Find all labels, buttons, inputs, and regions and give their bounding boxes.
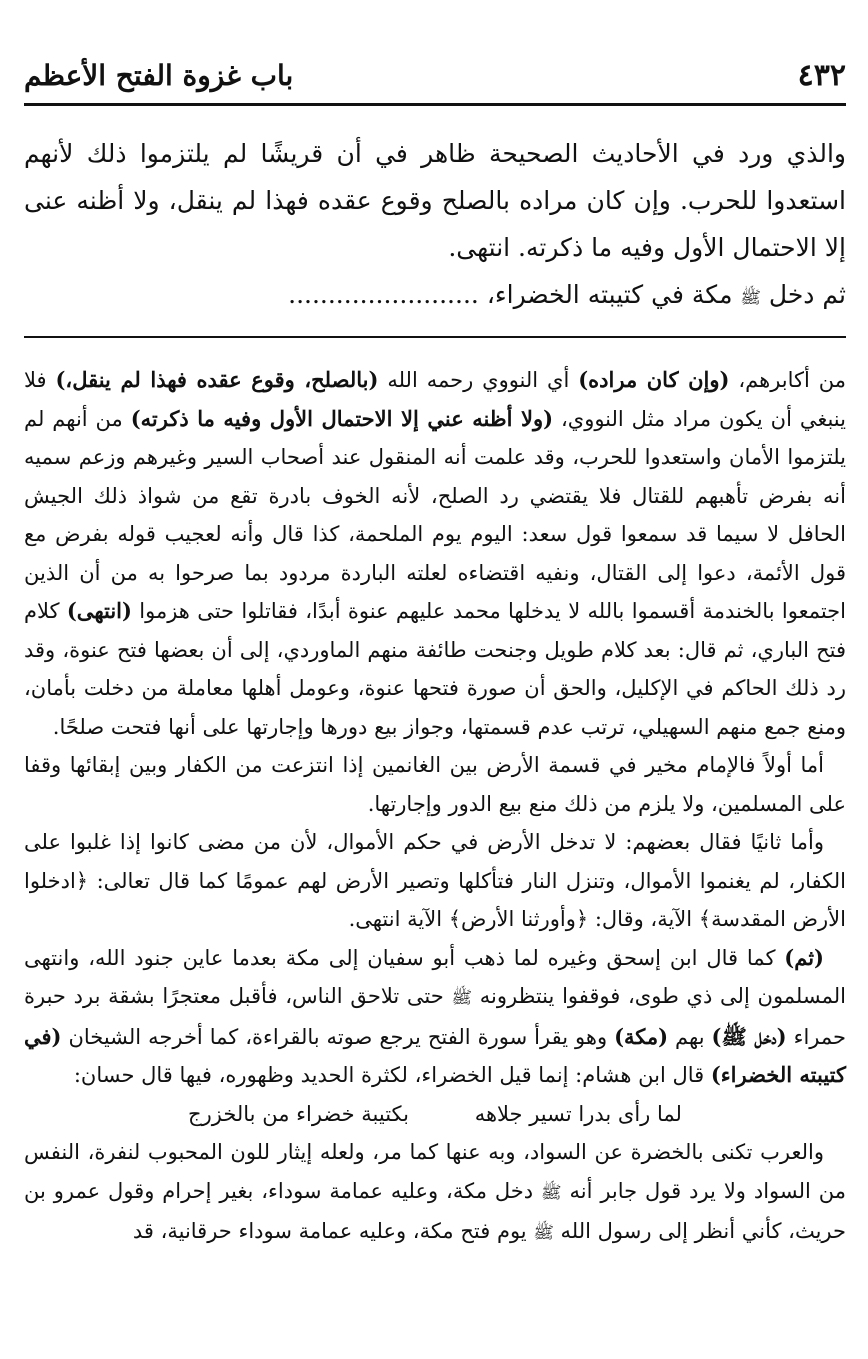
- commentary-paragraph-5: [24, 1133, 846, 1253]
- commentary-text: من أنهم لم يلتزموا الأمان واستعدوا للحرب، وقد علمت أنه المنقول عند أصحاب السير وغيرهم وزعم سميه أنه بفرض تأهبهم للقتال فلا يقتضي رد الصلح، لأنه الخوف بادرة تقع من شواذ ذلك الجيش الحافل لا سيما قد سمعوا قول سعد: اليوم يوم الملحمة، كذا قال وأنه لعجيب قوله بفرض مع قول الأئمة، دعوا إلى القتال، ونفيه اقتضاءه لعلته الباردة مردود بما صرحوا به من أن الذين اجتمعوا بالخندمة أقسموا بالله لا يدخلها محمد عليهم عنوة أبدًا، فقاتلوا حتى هزموا: [24, 406, 846, 623]
- running-header: [24, 56, 846, 100]
- main-text-segment: مكة في كتيبته الخضراء،: [486, 280, 733, 309]
- quoted-text: (مكة): [614, 1023, 669, 1049]
- commentary-paragraph-3: وأما ثانيًا فقال بعضهم: لا تدخل الأرض في حكم الأموال، لأن من مضى كانوا إذا غلبوا على الكفار، لم يغنموا الأموال، وتنزل النار فتأكلها وتصير الأرض لهم عمومًا كما قال تعالى: ﴿ادخلوا الأرض المقدسة﴾ الآية، وقال: ﴿وأورثنا الأرض﴾ الآية انتهى.: [24, 830, 846, 931]
- commentary-text: أي النووي رحمه الله: [378, 368, 579, 392]
- salawat-ligature: ﷺ: [451, 988, 473, 1008]
- commentary-text: والعرب تكنى بالخضرة عن السواد، وبه عنها كما مر، ولعله إيثار للون المحبوب لنفرة، النفس من السواد ولا يرد قول جابر أنه: [24, 1140, 846, 1203]
- quoted-text: (ثم): [784, 944, 824, 970]
- salawat-ligature: ﷺ: [541, 1182, 562, 1203]
- commentary: [24, 361, 846, 1253]
- main-text-last-line: [24, 271, 846, 322]
- verse-second-hemistich: بكتيبة خضراء من بالخزرج: [188, 1101, 409, 1126]
- quoted-text: (انتهى): [66, 598, 132, 623]
- page-number: ٤٣٢: [797, 58, 846, 93]
- salawat-ligature: ﷺ: [740, 288, 761, 308]
- dotted-leader: ........................: [288, 280, 479, 309]
- salawat-ligature: ﷺ: [533, 1223, 554, 1243]
- quoted-text: (في كتيبته الخضراء): [24, 1023, 846, 1087]
- commentary-paragraph-4: [24, 939, 846, 1095]
- commentary-text: قال ابن هشام: إنما قيل الخضراء، لكثرة الحديد وظهوره، فيها قال حسان:: [73, 1063, 711, 1087]
- quoted-text: (ولا أظنه عني إلا الاحتمال الأول وفيه ما ذكرته): [130, 405, 554, 431]
- main-text-paragraph: والذي ورد في الأحاديث الصحيحة ظاهر في أن قريشًا لم يلتزموا ذلك لأنهم استعدوا للحرب. وإن كان مراده بالصلح وقوع عقده فهذا لم ينقل، ولا أظنه عنى إلا الاحتمال الأول وفيه ما ذكرته. انتهى.: [24, 139, 846, 262]
- main-text: [24, 130, 846, 322]
- quoted-text: (وإن كان مراده): [578, 367, 730, 392]
- poetry-verse: [24, 1095, 846, 1134]
- verse-first-hemistich: لما رأى بدرا تسير جلاهه: [474, 1101, 682, 1126]
- commentary-paragraph-2: أما أولاً فالإمام مخير في قسمة الأرض بين الغانمين إذا انتزعت من الكفار وبين إبقائها وقفا على المسلمين، ولا يلزم من ذلك منع بيع الدور وإجارتها.: [24, 753, 846, 816]
- commentary-text: حتى تلاحق الناس، فأقبل معتجرًا بشقة برد حبرة حمراء: [24, 984, 847, 1049]
- commentary-text: وهو يقرأ سورة الفتح يرجع صوته بالقراءة، كما أخرجه الشيخان: [61, 1024, 615, 1049]
- commentary-paragraph-1: [24, 361, 846, 746]
- commentary-text: بهم: [668, 1024, 712, 1049]
- commentary-text: دخل مكة، وعليه عمامة سوداء، بغير إحرام وقول عمرو بن حريث، كأني أنظر إلى رسول الله: [24, 1178, 846, 1243]
- quoted-text: (دخل ﷺ): [711, 1023, 787, 1049]
- commentary-text: من أكابرهم،: [729, 368, 847, 392]
- chapter-title: باب غزوة الفتح الأعظم: [24, 59, 294, 92]
- book-page: [24, 18, 846, 1338]
- text-commentary-separator: [24, 336, 846, 338]
- commentary-text: كلام فتح الباري، ثم قال: بعد كلام طويل وجنحت طائفة منهم الماوردي، إلى أن بعضها فتح عنوة، وقد رد ذلك الحاكم في الإكليل، والحق أن صورة فتحها عنوة، وعومل أهلها معاملة من دخلت بأمان، ومنع جمع منهم السهيلي، ترتب عدم قسمتها، وجواز بيع دورها وإجارتها على أنها فتحت صلحًا.: [24, 599, 846, 739]
- header-rule: [24, 103, 846, 106]
- main-text-segment: ثم دخل: [768, 280, 846, 309]
- commentary-text: فلا ينبغي أن يكون مراد مثل النووي،: [24, 368, 846, 431]
- quoted-text: (بالصلح، وقوع عقده فهذا لم ينقل،): [55, 367, 379, 392]
- commentary-text: كما قال ابن إسحق وغيره لما ذهب أبو سفيان إلى مكة بعدما عاين جنود الله، وانتهى المسلمون إلى ذي طوى، فوقفوا ينتظرونه: [24, 945, 846, 1008]
- commentary-text: يوم فتح مكة، وعليه عمامة سوداء حرقانية، قد: [132, 1219, 534, 1243]
